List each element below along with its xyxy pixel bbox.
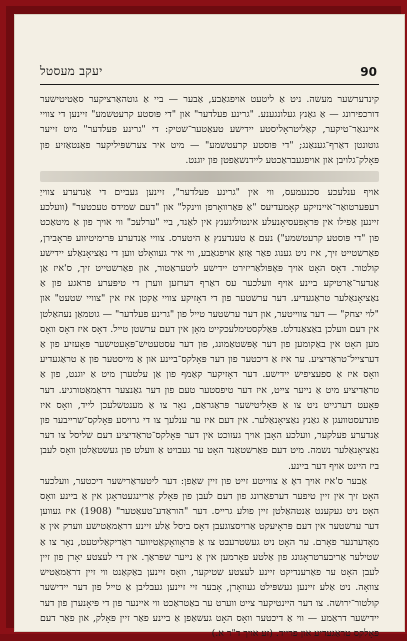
page-number: 90 (360, 65, 377, 79)
paragraph-1: קינדערשער מעשה. ניט אַ ליטעט אויפגאַבע, אַבער — ביי אַ גוטהאַרציקער סאַטיטישער דורכפירונג — אַ גאַנץ געלונגענע. "גרינע פעלדער" און "די פּוסטע קרעטשמע" זיינען די צוויי אייננאַר־טיקער, קאַליטראָליסטע יידישע טעאַטער־שטיק: די "גרינע פעלדער" מיט זייער גוטונטן דאַרף־גענאַנג; "די פּוסטע קרעטשמע" — מיט איר צערשפּיליקער פאַנטאַזיע פון פּאָלק־גלויבן און אויפגעבראַכטע ליידנשאַפטן פון יוגנט. (40, 94, 379, 166)
page-body (40, 92, 379, 639)
faded-print-line (40, 171, 379, 182)
paragraph-2: אויף ענלעכע סכנעמעס, ווי אין "גרינע פעלדער", זיינען געביים די אַנדערע צווייַ רעפּערטואַר־איינזיקע קאָמעדיעס "אַ פּאַרוואָרפן ווינקל" און "דעם שמידס טעכטער" (וועלכע זיינען אַפילו אין פּראָפעסיאָנעלע אינטוליגענץ אין לאַנד, ביי "ערלעכ" ווי אויך פון אַ מיטאַכט פון "די פּוסטע קרעטשמע") נעם אַ טענדענץ אַ היטערס. צוויי אַנדערע פּרימיטיווע פּראָבירן, פאַרשטייט זיך, איז ניט גענוג פאַר אַזאַ אויפגאַבע, ווי איר געוואָלט ווען די נאַציאָנאַלע יידישע קולטור. דאָס האָט אויך פּאָפּולאַריזירט יידישע ליטעראַטור, און פאַרשטייט זיך, ס'איז אַן אַנדער־אַרטיקע ביינע אויף וועלכער עס דאַרף דערזען ווערן די טיפּערע פראגע פון אַ נאַציאָנאַלער טראַגעדיע. דער ערשטער פון די דאָזיקע צוויי אַקטן איז אין "צוויי שטעט" און "לוי יצחק" — דער צווייטער, און דער ערשטער טייל פון "גרינע פעלדער" — גוטמאַן נעהאַלטן אין דעם וועלכן באַצאַנדלט. פּאַלקסטימלעכקייט מאָן אין דעם ערשטן טייל. דאָס איז דאָס וואָס מען האָט אין באַקומען פון דער אָפּשטאַמונג, פון דער עסטעטיש־פּאָעטישער פּאָעזיע פון אַ דערצייל־טראַדיציע. ער איז אַ דיכטער פון דער פּאָלקס־ביינע און אַ מייסטער פון אַ טראַגעדיע וואָס איז אַ ספעציפיש יידישע. דער דאָזיקער קאַמף פון אַן עלטערן מיט אַ יוגנט, פון אַ טראַדיציע מיט אַ נייער צייט, איז דער טיפסטער טעם פון דער גאַנצער דראַמאַטורגיע. דער פּאָעט דערגייט ניט צו אַ פּאָליטישער פּראַגראַם, נאָר צו אַ מענטשלעכן לייד, וואָס איז פונדעסטוועגן אַ גאַנץ נאַציאָנאַלער. אין דעם איז ער ענלעך צו די גרויסע פּאָלקס־שרייבער פון אַנדערע פעלקער, וועלכע האָבן אויך געזוכט אין דער פּאָלקס־טראַדיציע דעם שליסל צו דער נאַציאָנאַלער נשמה. מיט דעם פאַרשטאַנד האָט ער געבויט אַ וועלט פון געשטאַלטן וואָס לעבן ביז היינט אויף דער ביינע. (40, 187, 379, 472)
running-head-author: יעקב מעסטל (40, 64, 103, 78)
paragraph-3: אַבער ס'איז אויך דאָ אַ צווייטע זייט פון זיין שאַפן: דער ליטעראַרישער דיכטער, וועלכער האָט זיך אין זיין טיפער דערפאַרונג פון דעם לעבן פון פּאָלק אַריינגעטראָגן אין אַ ביינע וואָס האָט ניט געקענט אַנטהאַלטן זיין פולע גרייס. דער "הוראַדע־טעאַטער" (1908) איז געווען דער ערשטער אין דעם פּראָיעקט אַרויסצוגעבן דאָס ביסל אַלע זיינע דראַמאַטישע ווערק אין אַ מאָדערנער פאָרם. ער האָט ניט געשטרעבט צו אַ פּראָוואָקאַטיווער ראַדיקאַליטעט, נאָר צו אַ שטילער אַריבערטראָגונג פון אַלטע פאָרמען אין אַ נייער שפּראַך. אין די לעצטע יאָרן פון זיין לעבן האָט ער פאַרענדיקט זיינע לעצטע שטיקער, וואָס זיינען באַקאַנט ווי זיין דראַמאַטיש צוואָה. ניט אַלע זיינען געשפּילט געוואָרן, אָבער זיי זיינען געבליבן אַ טייל פון דער יידישער קולטור־ירושה. צו דער היינטיקער צייט ווערט ער באַטראַכט ווי איינער פון די פּיאָנערן פון דער יידישער דראַמע — ווי אַ דיכטער וואָס האָט געשאַפן אַ ביינע פאַר זיין פּאָלק, און פאַר דעם פּאָלקס טראַגעדיע און פרייד. (זע אויך ד"ר א.) (40, 475, 379, 639)
book-page (14, 14, 405, 639)
running-header (40, 58, 379, 85)
